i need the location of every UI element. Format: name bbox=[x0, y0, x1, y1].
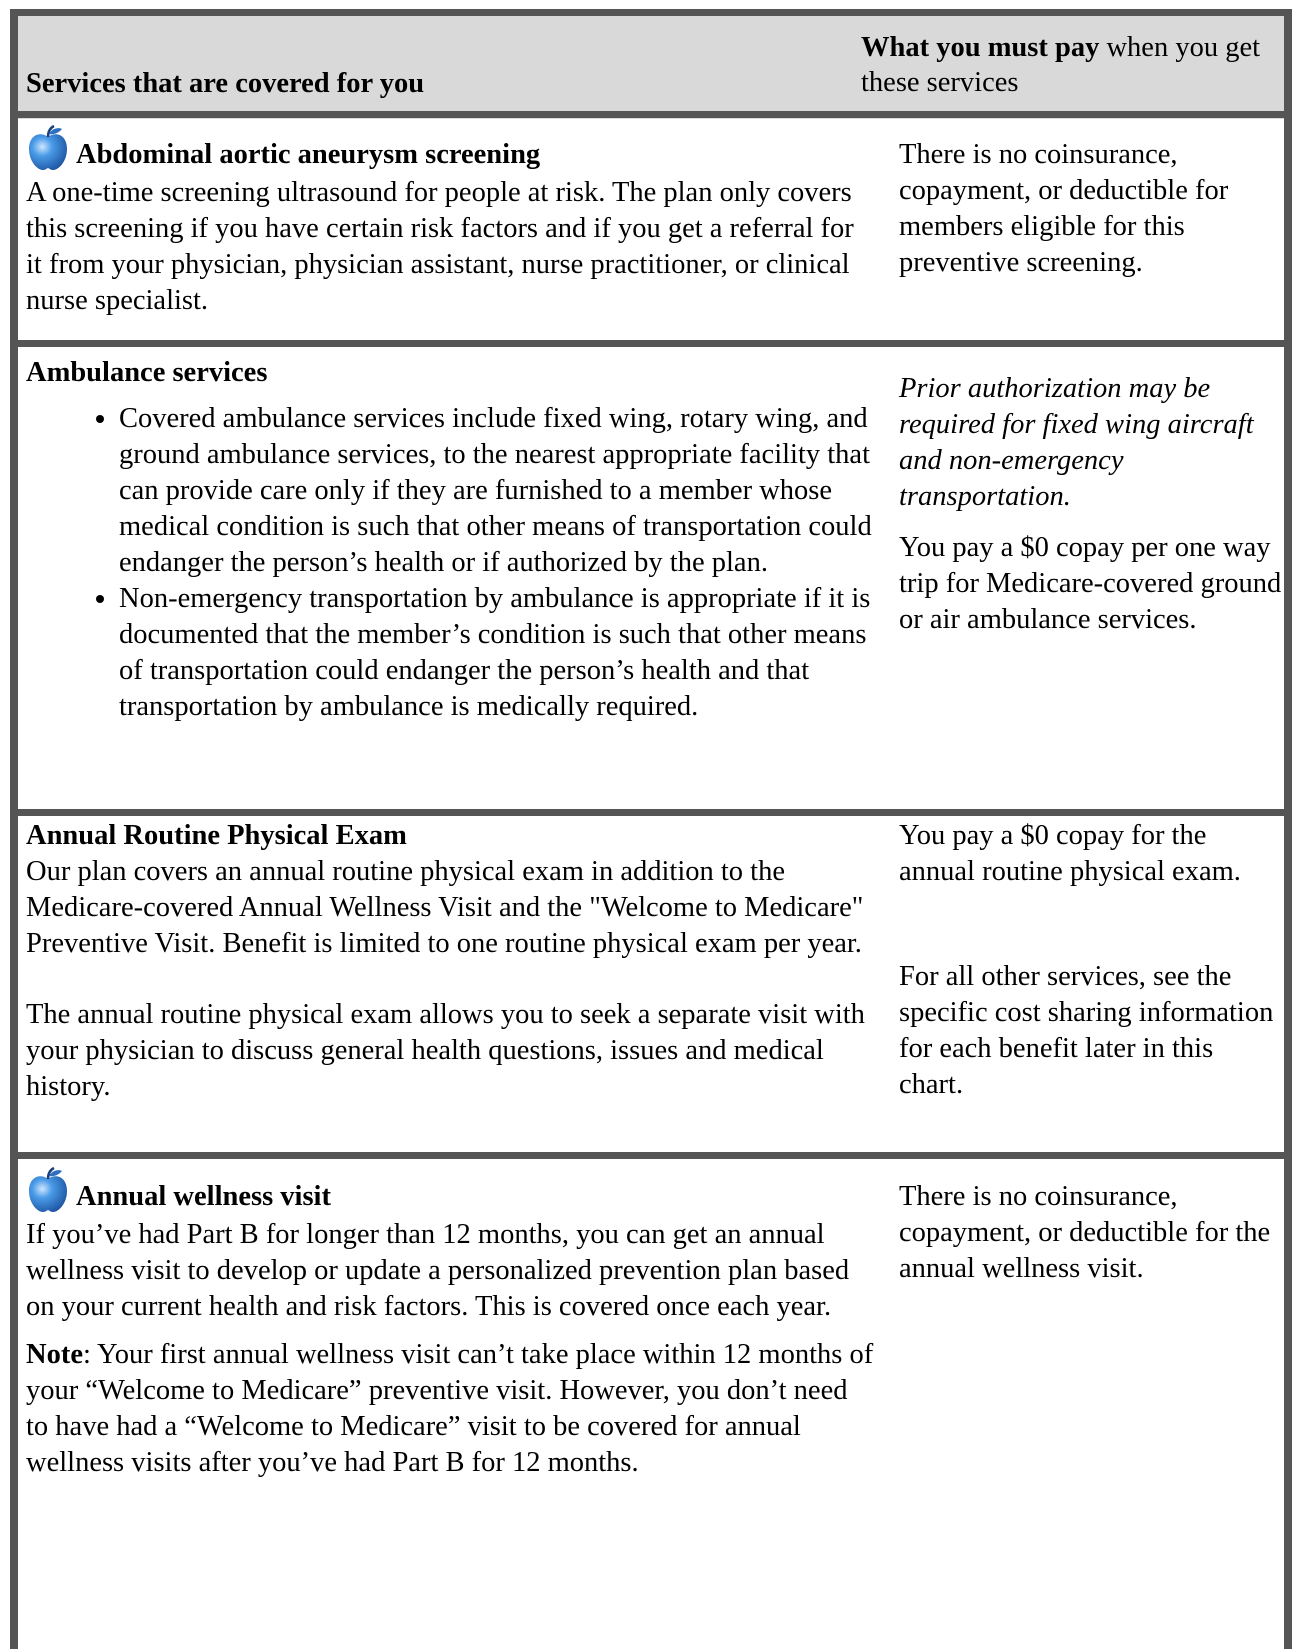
table-border-right bbox=[1284, 9, 1292, 1649]
row-title bbox=[26, 125, 876, 173]
note-text: : Your first annual wellness visit can’t take place within 12 months of your “Welcome to Medicare” preventive visit. However, you don’t need to have had a “Welcome to Medicare” visit to be covered for annual wellness visits after you’ve had Part B for 12 months. bbox=[26, 1339, 874, 1478]
table-border-left bbox=[10, 9, 18, 1649]
apple-icon bbox=[26, 1167, 70, 1213]
note-paragraph bbox=[26, 1337, 876, 1481]
header-payment-rest: when you get these services bbox=[861, 32, 1261, 98]
payment-text: You pay a $0 copay for the annual routine physical exam. bbox=[899, 820, 1241, 887]
table-header bbox=[18, 16, 1284, 119]
payment-text-2: For all other services, see the specific cost sharing information for each benefit later in this chart. bbox=[899, 961, 1274, 1100]
row-body-2: The annual routine physical exam allows you to seek a separate visit with your physician to discuss general health questions, issues and medical history. bbox=[26, 999, 865, 1102]
divider-top bbox=[10, 9, 1292, 16]
header-payment-bold: What you must pay bbox=[861, 32, 1100, 63]
row-body: If you’ve had Part B for longer than 12 months, you can get an annual wellness visit to develop or update a personalized prevention plan based on your current health and risk factors. This is covered once each year. bbox=[26, 1219, 850, 1322]
row-title-text: Abdominal aortic aneurysm screening bbox=[76, 139, 541, 170]
prior-auth-note: Prior authorization may be required for fixed wing aircraft and non-emergency transportation. bbox=[899, 373, 1254, 512]
row-physical-exam-payment bbox=[899, 818, 1284, 1103]
row-title: Annual Routine Physical Exam bbox=[26, 820, 407, 851]
benefits-table bbox=[10, 9, 1292, 1649]
row-wellness-services bbox=[26, 1167, 876, 1481]
note-label: Note bbox=[26, 1339, 83, 1370]
divider-row2 bbox=[10, 809, 1292, 816]
payment-text: There is no coinsurance, copayment, or deductible for members eligible for this preventive screening. bbox=[899, 139, 1229, 278]
bullet-list bbox=[26, 401, 876, 725]
header-services: Services that are covered for you bbox=[26, 68, 425, 99]
row-ambulance-payment bbox=[899, 371, 1284, 638]
row-physical-exam-services bbox=[26, 818, 876, 1105]
divider-row3 bbox=[10, 1152, 1292, 1159]
row-body: A one-time screening ultrasound for people at risk. The plan only covers this screening if you have certain risk factors and if you get a referral for it from your physician, physician assistant, nurse practitioner, or clinical nurse specialist. bbox=[26, 177, 854, 316]
payment-text: You pay a $0 copay per one way trip for Medicare-covered ground or air ambulance services. bbox=[899, 532, 1282, 635]
divider-row1 bbox=[10, 340, 1292, 347]
payment-text: There is no coinsurance, copayment, or deductible for the annual wellness visit. bbox=[899, 1181, 1271, 1284]
row-wellness-payment bbox=[899, 1179, 1284, 1287]
row-aaa-services bbox=[26, 125, 876, 319]
row-ambulance-services bbox=[26, 355, 876, 725]
list-item: • Non-emergency transportation by ambulance is appropriate if it is documented that the member’s condition is such that other means of transportation could endanger the person’s health and that transportation by ambulance is medically required. bbox=[119, 581, 876, 725]
list-item: • Covered ambulance services include fixed wing, rotary wing, and ground ambulance services, to the nearest appropriate facility that can provide care only if they are furnished to a member whose medical condition is such that other means of transportation could endanger the person’s health or if authorized by the plan. bbox=[119, 401, 876, 581]
apple-icon bbox=[26, 125, 70, 171]
row-body: Our plan covers an annual routine physical exam in addition to the Medicare-covered Annual Wellness Visit and the "Welcome to Medicare" Preventive Visit. Benefit is limited to one routine physical exam per year. bbox=[26, 856, 864, 959]
header-payment bbox=[861, 30, 1261, 100]
row-aaa-payment bbox=[899, 137, 1284, 281]
row-title: Ambulance services bbox=[26, 357, 268, 388]
row-title-text: Annual wellness visit bbox=[76, 1181, 331, 1212]
row-title bbox=[26, 1167, 876, 1215]
divider-header bbox=[10, 111, 1292, 118]
